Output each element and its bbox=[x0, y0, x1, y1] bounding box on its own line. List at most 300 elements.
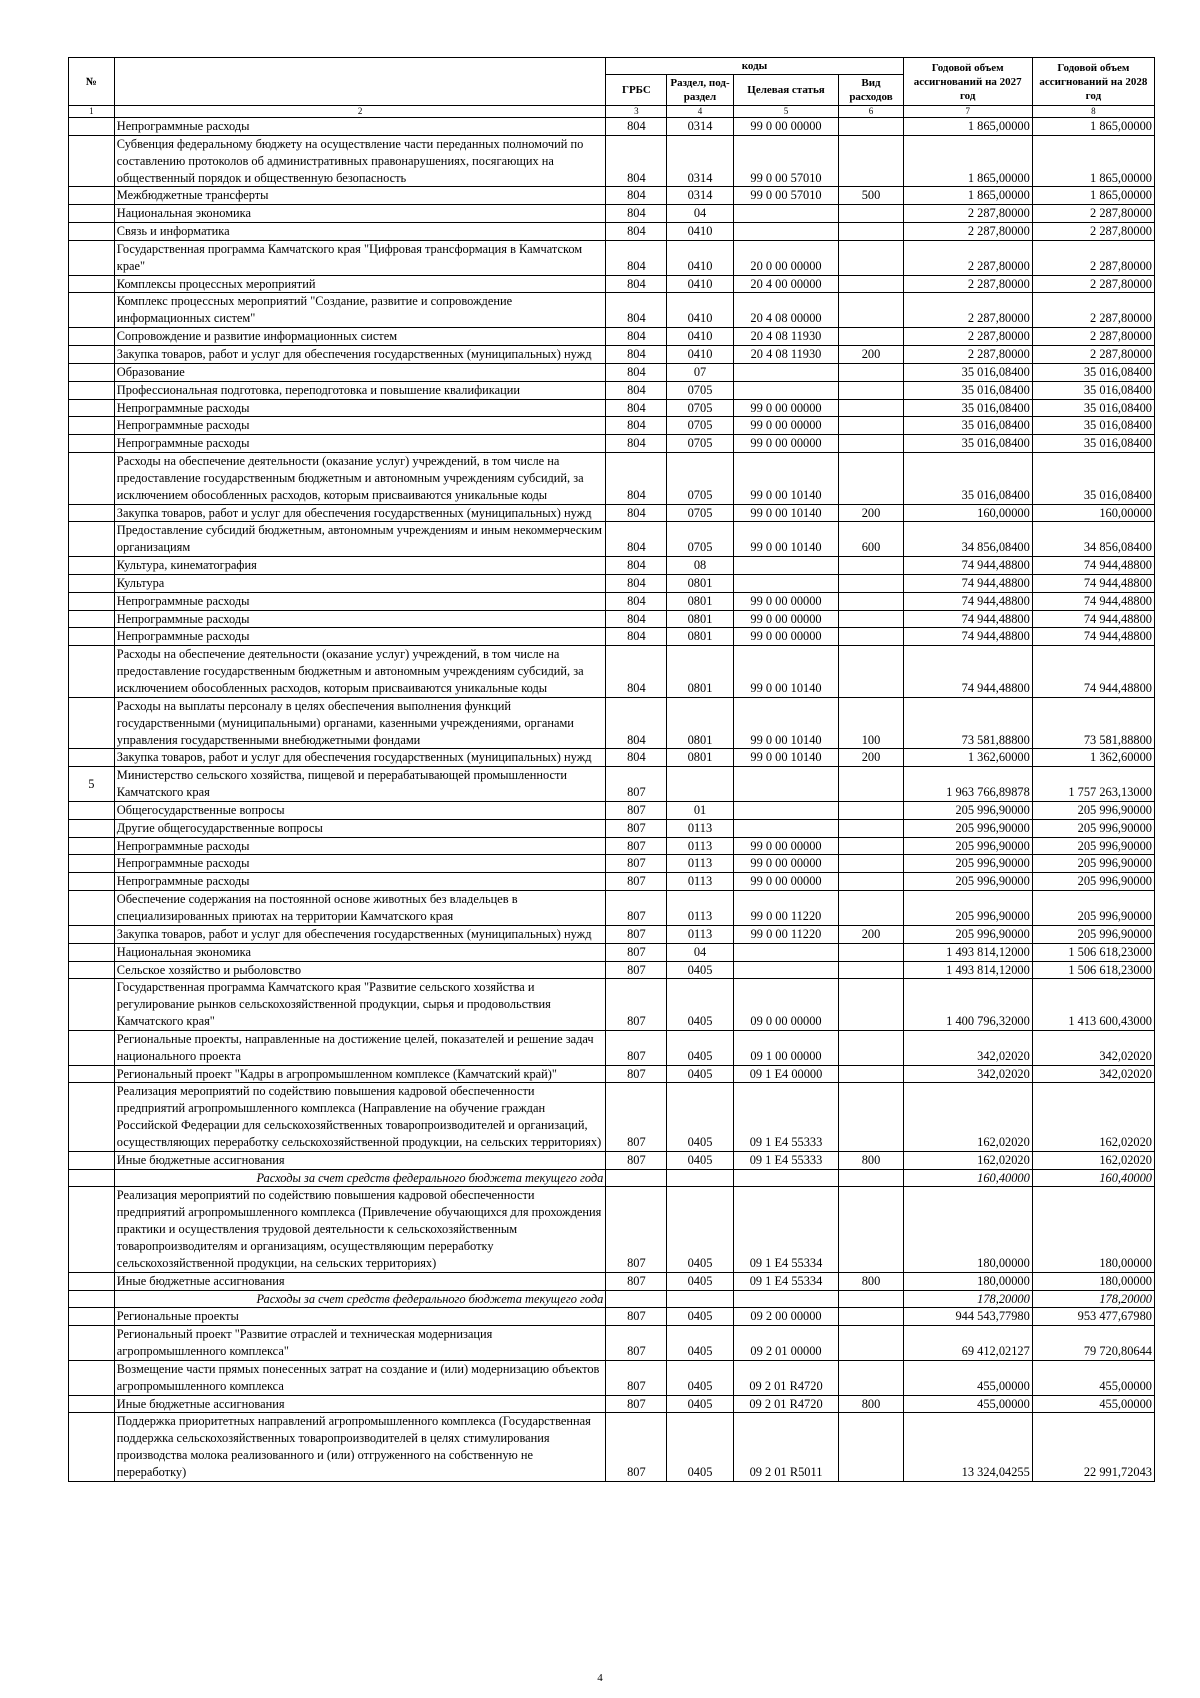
row-name: Региональный проект "Развитие отраслей и техническая модернизация агропромышленного комплекса" bbox=[114, 1326, 606, 1361]
amount-2027: 455,00000 bbox=[903, 1360, 1032, 1395]
cel-code: 99 0 00 00000 bbox=[733, 628, 839, 646]
amount-2028: 35 016,08400 bbox=[1032, 363, 1154, 381]
grbs-code: 804 bbox=[606, 504, 667, 522]
row-name: Поддержка приоритетных направлений агропромышленного комплекса (Государственная поддержка сельскохозяйственных товаропроизводителей в целях стимулирования производства молока реализованного и (или) отгруженного на собственную не переработку) bbox=[114, 1413, 606, 1481]
amount-2027: 2 287,80000 bbox=[903, 205, 1032, 223]
cel-code: 99 0 00 11220 bbox=[733, 925, 839, 943]
vid-code: 600 bbox=[839, 522, 903, 557]
row-number bbox=[69, 345, 115, 363]
razdel-code: 0113 bbox=[667, 855, 733, 873]
table-row bbox=[69, 293, 1155, 328]
table-row bbox=[69, 1395, 1155, 1413]
row-name: Сельское хозяйство и рыболовство bbox=[114, 961, 606, 979]
razdel-code: 0801 bbox=[667, 610, 733, 628]
row-number bbox=[69, 646, 115, 698]
grbs-code: 804 bbox=[606, 435, 667, 453]
table-row bbox=[69, 592, 1155, 610]
grbs-code: 807 bbox=[606, 1413, 667, 1481]
amount-2027: 160,40000 bbox=[903, 1169, 1032, 1187]
row-name: Обеспечение содержания на постоянной основе животных без владельцев в специализированных приютах на территории Камчатского края bbox=[114, 891, 606, 926]
cel-code: 99 0 00 00000 bbox=[733, 837, 839, 855]
row-number bbox=[69, 610, 115, 628]
razdel-code: 0705 bbox=[667, 417, 733, 435]
row-number bbox=[69, 697, 115, 749]
table-row bbox=[69, 1065, 1155, 1083]
amount-2028: 205 996,90000 bbox=[1032, 855, 1154, 873]
amount-2027: 205 996,90000 bbox=[903, 855, 1032, 873]
table-row bbox=[69, 1326, 1155, 1361]
table-row bbox=[69, 979, 1155, 1031]
amount-2028: 74 944,48800 bbox=[1032, 574, 1154, 592]
row-name: Комплекс процессных мероприятий "Создание, развитие и сопровождение информационных систем" bbox=[114, 293, 606, 328]
table-row bbox=[69, 118, 1155, 136]
vid-code bbox=[839, 223, 903, 241]
amount-2028: 1 757 263,13000 bbox=[1032, 767, 1154, 802]
row-number bbox=[69, 749, 115, 767]
table-row bbox=[69, 381, 1155, 399]
row-name: Культура bbox=[114, 574, 606, 592]
row-name: Непрограммные расходы bbox=[114, 610, 606, 628]
cel-code bbox=[733, 1290, 839, 1308]
razdel-code bbox=[667, 767, 733, 802]
grbs-code: 804 bbox=[606, 557, 667, 575]
razdel-code: 0405 bbox=[667, 1272, 733, 1290]
row-name: Национальная экономика bbox=[114, 943, 606, 961]
grbs-code: 804 bbox=[606, 363, 667, 381]
amount-2028: 1 865,00000 bbox=[1032, 187, 1154, 205]
amount-2028: 205 996,90000 bbox=[1032, 891, 1154, 926]
row-name: Связь и информатика bbox=[114, 223, 606, 241]
vid-code bbox=[839, 1360, 903, 1395]
row-number bbox=[69, 399, 115, 417]
razdel-code: 0405 bbox=[667, 1308, 733, 1326]
amount-2027: 13 324,04255 bbox=[903, 1413, 1032, 1481]
row-number bbox=[69, 240, 115, 275]
amount-2028: 1 413 600,43000 bbox=[1032, 979, 1154, 1031]
amount-2027: 162,02020 bbox=[903, 1083, 1032, 1151]
table-row bbox=[69, 610, 1155, 628]
cel-code: 99 0 00 10140 bbox=[733, 749, 839, 767]
vid-code bbox=[839, 1326, 903, 1361]
razdel-code: 0405 bbox=[667, 1395, 733, 1413]
razdel-code: 0705 bbox=[667, 381, 733, 399]
grbs-code: 804 bbox=[606, 628, 667, 646]
cel-code: 99 0 00 10140 bbox=[733, 646, 839, 698]
vid-code bbox=[839, 979, 903, 1031]
row-number bbox=[69, 417, 115, 435]
cel-code: 99 0 00 10140 bbox=[733, 697, 839, 749]
amount-2028: 342,02020 bbox=[1032, 1030, 1154, 1065]
row-name: Общегосударственные вопросы bbox=[114, 801, 606, 819]
cel-code: 09 2 01 00000 bbox=[733, 1326, 839, 1361]
vid-code: 200 bbox=[839, 749, 903, 767]
razdel-code: 0410 bbox=[667, 328, 733, 346]
amount-2028: 455,00000 bbox=[1032, 1360, 1154, 1395]
row-number bbox=[69, 1030, 115, 1065]
table-row bbox=[69, 557, 1155, 575]
vid-code: 800 bbox=[839, 1272, 903, 1290]
vid-code bbox=[839, 417, 903, 435]
section-row bbox=[69, 767, 1155, 802]
cel-code: 20 4 00 00000 bbox=[733, 275, 839, 293]
amount-2027: 1 362,60000 bbox=[903, 749, 1032, 767]
cel-code: 20 4 08 00000 bbox=[733, 293, 839, 328]
vid-code bbox=[839, 646, 903, 698]
row-name: Министерство сельского хозяйства, пищевой и перерабатывающей промышленности Камчатского края bbox=[114, 767, 606, 802]
cel-code: 09 1 E4 55333 bbox=[733, 1151, 839, 1169]
row-name: Реализация мероприятий по содействию повышения кадровой обеспеченности предприятий агропромышленного комплекса (Привлечение обучающихся для прохождения практики и осуществления трудовой деятельности к сельскохозяйственным товаропроизводителям и организациям, осуществляющим переработку сельскохозяйственной продукции, на сельских территориях) bbox=[114, 1187, 606, 1272]
grbs-code: 807 bbox=[606, 979, 667, 1031]
grbs-code: 807 bbox=[606, 855, 667, 873]
grbs-code: 804 bbox=[606, 749, 667, 767]
row-number bbox=[69, 819, 115, 837]
note-row bbox=[69, 1169, 1155, 1187]
razdel-code: 0113 bbox=[667, 873, 733, 891]
razdel-code: 0705 bbox=[667, 504, 733, 522]
amount-2027: 74 944,48800 bbox=[903, 628, 1032, 646]
amount-2027: 2 287,80000 bbox=[903, 328, 1032, 346]
grbs-code: 807 bbox=[606, 819, 667, 837]
row-number bbox=[69, 135, 115, 187]
vid-code bbox=[839, 363, 903, 381]
cel-code: 09 1 E4 55333 bbox=[733, 1083, 839, 1151]
row-number bbox=[69, 293, 115, 328]
cel-code: 99 0 00 00000 bbox=[733, 610, 839, 628]
grbs-code: 807 bbox=[606, 873, 667, 891]
table-row bbox=[69, 943, 1155, 961]
row-number bbox=[69, 837, 115, 855]
cel-code: 09 1 E4 55334 bbox=[733, 1272, 839, 1290]
cel-code bbox=[733, 819, 839, 837]
razdel-code: 0410 bbox=[667, 345, 733, 363]
codes-header: коды bbox=[606, 58, 903, 75]
razdel-code: 0405 bbox=[667, 979, 733, 1031]
grbs-code: 804 bbox=[606, 592, 667, 610]
table-row bbox=[69, 1151, 1155, 1169]
table-row bbox=[69, 1083, 1155, 1151]
grbs-code: 807 bbox=[606, 1065, 667, 1083]
vid-code bbox=[839, 767, 903, 802]
vid-code bbox=[839, 293, 903, 328]
amount-2028: 1 362,60000 bbox=[1032, 749, 1154, 767]
amount-2028: 205 996,90000 bbox=[1032, 873, 1154, 891]
row-number bbox=[69, 205, 115, 223]
vid-code bbox=[839, 855, 903, 873]
table-row bbox=[69, 223, 1155, 241]
razdel-code: 0405 bbox=[667, 1030, 733, 1065]
cel-code: 99 0 00 00000 bbox=[733, 873, 839, 891]
row-number bbox=[69, 223, 115, 241]
row-name: Непрограммные расходы bbox=[114, 118, 606, 136]
amount-2027: 35 016,08400 bbox=[903, 399, 1032, 417]
row-number bbox=[69, 381, 115, 399]
vid-code: 500 bbox=[839, 187, 903, 205]
table-row bbox=[69, 205, 1155, 223]
year-2027-header: Годовой объем ассигнований на 2027 год bbox=[903, 58, 1032, 106]
amount-2027: 35 016,08400 bbox=[903, 453, 1032, 505]
cel-code: 09 2 01 R4720 bbox=[733, 1395, 839, 1413]
row-number bbox=[69, 925, 115, 943]
grbs-code: 807 bbox=[606, 925, 667, 943]
table-row bbox=[69, 399, 1155, 417]
row-name: Предоставление субсидий бюджетным, автономным учреждениям и иным некоммерческим организациям bbox=[114, 522, 606, 557]
razdel-code: 0410 bbox=[667, 275, 733, 293]
amount-2028: 2 287,80000 bbox=[1032, 345, 1154, 363]
row-number bbox=[69, 891, 115, 926]
amount-2028: 205 996,90000 bbox=[1032, 925, 1154, 943]
column-index: 1 bbox=[69, 106, 115, 118]
razdel-code: 0705 bbox=[667, 522, 733, 557]
razdel-code: 0314 bbox=[667, 135, 733, 187]
amount-2028: 35 016,08400 bbox=[1032, 435, 1154, 453]
grbs-code: 807 bbox=[606, 801, 667, 819]
vid-code bbox=[839, 628, 903, 646]
amount-2027: 205 996,90000 bbox=[903, 891, 1032, 926]
amount-2027: 74 944,48800 bbox=[903, 592, 1032, 610]
grbs-code: 807 bbox=[606, 891, 667, 926]
cel-code: 99 0 00 10140 bbox=[733, 504, 839, 522]
vid-code bbox=[839, 557, 903, 575]
table-row bbox=[69, 891, 1155, 926]
cel-code bbox=[733, 943, 839, 961]
razdel-code: 0801 bbox=[667, 646, 733, 698]
amount-2028: 178,20000 bbox=[1032, 1290, 1154, 1308]
row-number bbox=[69, 1326, 115, 1361]
grbs-code: 804 bbox=[606, 453, 667, 505]
column-index: 3 bbox=[606, 106, 667, 118]
table-row bbox=[69, 873, 1155, 891]
cel-code: 99 0 00 00000 bbox=[733, 592, 839, 610]
amount-2028: 2 287,80000 bbox=[1032, 240, 1154, 275]
budget-table bbox=[68, 57, 1155, 1482]
razdel-code: 0113 bbox=[667, 837, 733, 855]
row-name: Субвенция федеральному бюджету на осуществление части переданных полномочий по составлению протоколов об административных правонарушениях, посягающих на общественный порядок и общественную безопасность bbox=[114, 135, 606, 187]
amount-2027: 1 963 766,89878 bbox=[903, 767, 1032, 802]
razdel-code: 0801 bbox=[667, 628, 733, 646]
cel-code: 09 2 01 R5011 bbox=[733, 1413, 839, 1481]
vid-code bbox=[839, 891, 903, 926]
cel-code: 99 0 00 57010 bbox=[733, 135, 839, 187]
column-index: 6 bbox=[839, 106, 903, 118]
vid-code bbox=[839, 1413, 903, 1481]
row-name: Образование bbox=[114, 363, 606, 381]
cel-code bbox=[733, 363, 839, 381]
amount-2028: 35 016,08400 bbox=[1032, 417, 1154, 435]
cel-code bbox=[733, 557, 839, 575]
grbs-code: 804 bbox=[606, 328, 667, 346]
cel-code bbox=[733, 1169, 839, 1187]
row-number bbox=[69, 557, 115, 575]
vid-code bbox=[839, 1169, 903, 1187]
vid-code bbox=[839, 1308, 903, 1326]
razdel-code: 0410 bbox=[667, 223, 733, 241]
amount-2028: 22 991,72043 bbox=[1032, 1413, 1154, 1481]
cel-code: 09 2 01 R4720 bbox=[733, 1360, 839, 1395]
amount-2027: 1 493 814,12000 bbox=[903, 943, 1032, 961]
razdel-code: 08 bbox=[667, 557, 733, 575]
row-number bbox=[69, 1169, 115, 1187]
row-name: Расходы на обеспечение деятельности (оказание услуг) учреждений, в том числе на предоставление государственным бюджетным и автономным учреждениям субсидий, за исключением обособленных расходов, которым присваиваются уникальные коды bbox=[114, 453, 606, 505]
amount-2027: 35 016,08400 bbox=[903, 363, 1032, 381]
table-row bbox=[69, 628, 1155, 646]
grbs-code: 804 bbox=[606, 240, 667, 275]
cel-code: 99 0 00 00000 bbox=[733, 118, 839, 136]
vid-code bbox=[839, 1030, 903, 1065]
cel-code bbox=[733, 381, 839, 399]
row-number bbox=[69, 943, 115, 961]
amount-2027: 160,00000 bbox=[903, 504, 1032, 522]
grbs-code: 804 bbox=[606, 205, 667, 223]
row-number bbox=[69, 1360, 115, 1395]
row-number bbox=[69, 1083, 115, 1151]
razdel-code: 0705 bbox=[667, 399, 733, 417]
row-name: Непрограммные расходы bbox=[114, 628, 606, 646]
razdel-code: 0405 bbox=[667, 1151, 733, 1169]
amount-2028: 73 581,88800 bbox=[1032, 697, 1154, 749]
amount-2027: 74 944,48800 bbox=[903, 610, 1032, 628]
grbs-code bbox=[606, 1169, 667, 1187]
column-index: 2 bbox=[114, 106, 606, 118]
row-number bbox=[69, 1065, 115, 1083]
amount-2028: 35 016,08400 bbox=[1032, 399, 1154, 417]
cel-code: 99 0 00 57010 bbox=[733, 187, 839, 205]
name-header bbox=[114, 58, 606, 106]
cel-code bbox=[733, 223, 839, 241]
amount-2028: 35 016,08400 bbox=[1032, 381, 1154, 399]
row-name: Непрограммные расходы bbox=[114, 435, 606, 453]
amount-2027: 205 996,90000 bbox=[903, 873, 1032, 891]
amount-2028: 342,02020 bbox=[1032, 1065, 1154, 1083]
row-name: Государственная программа Камчатского края "Развитие сельского хозяйства и регулирование рынков сельскохозяйственной продукции, сырья и продовольствия Камчатского края" bbox=[114, 979, 606, 1031]
row-number bbox=[69, 435, 115, 453]
table-row bbox=[69, 435, 1155, 453]
vid-code bbox=[839, 135, 903, 187]
column-index: 8 bbox=[1032, 106, 1154, 118]
amount-2028: 1 865,00000 bbox=[1032, 135, 1154, 187]
amount-2028: 74 944,48800 bbox=[1032, 646, 1154, 698]
row-name: Расходы на выплаты персоналу в целях обеспечения выполнения функций государственными (муниципальными) органами, казенными учреждениями, органами управления государственными внебюджетными фондами bbox=[114, 697, 606, 749]
amount-2028: 35 016,08400 bbox=[1032, 453, 1154, 505]
row-name: Непрограммные расходы bbox=[114, 399, 606, 417]
row-number bbox=[69, 1308, 115, 1326]
razdel-code: 0705 bbox=[667, 435, 733, 453]
table-row bbox=[69, 574, 1155, 592]
cel-header: Целевая статья bbox=[733, 75, 839, 106]
razdel-code: 07 bbox=[667, 363, 733, 381]
row-number bbox=[69, 275, 115, 293]
vid-header: Вид расходов bbox=[839, 75, 903, 106]
amount-2028: 205 996,90000 bbox=[1032, 819, 1154, 837]
amount-2027: 74 944,48800 bbox=[903, 557, 1032, 575]
row-name: Расходы за счет средств федерального бюджета текущего года bbox=[114, 1169, 606, 1187]
row-number bbox=[69, 873, 115, 891]
amount-2027: 342,02020 bbox=[903, 1065, 1032, 1083]
razdel-code: 0405 bbox=[667, 1187, 733, 1272]
amount-2028: 74 944,48800 bbox=[1032, 557, 1154, 575]
row-name: Культура, кинематография bbox=[114, 557, 606, 575]
grbs-code: 807 bbox=[606, 767, 667, 802]
amount-2027: 162,02020 bbox=[903, 1151, 1032, 1169]
row-number bbox=[69, 187, 115, 205]
vid-code bbox=[839, 1290, 903, 1308]
amount-2028: 74 944,48800 bbox=[1032, 592, 1154, 610]
vid-code: 100 bbox=[839, 697, 903, 749]
grbs-code: 804 bbox=[606, 522, 667, 557]
vid-code bbox=[839, 801, 903, 819]
vid-code bbox=[839, 275, 903, 293]
amount-2027: 205 996,90000 bbox=[903, 819, 1032, 837]
cel-code: 09 1 00 00000 bbox=[733, 1030, 839, 1065]
razdel-code: 0314 bbox=[667, 187, 733, 205]
row-name: Межбюджетные трансферты bbox=[114, 187, 606, 205]
row-name: Закупка товаров, работ и услуг для обеспечения государственных (муниципальных) нужд bbox=[114, 925, 606, 943]
amount-2028: 455,00000 bbox=[1032, 1395, 1154, 1413]
table-row bbox=[69, 1413, 1155, 1481]
amount-2028: 1 506 618,23000 bbox=[1032, 943, 1154, 961]
table-row bbox=[69, 417, 1155, 435]
amount-2027: 35 016,08400 bbox=[903, 435, 1032, 453]
note-row bbox=[69, 1290, 1155, 1308]
amount-2028: 2 287,80000 bbox=[1032, 293, 1154, 328]
vid-code bbox=[839, 873, 903, 891]
amount-2028: 74 944,48800 bbox=[1032, 628, 1154, 646]
razdel-code bbox=[667, 1169, 733, 1187]
amount-2028: 162,02020 bbox=[1032, 1083, 1154, 1151]
amount-2028: 180,00000 bbox=[1032, 1187, 1154, 1272]
razdel-code: 0113 bbox=[667, 891, 733, 926]
vid-code bbox=[839, 381, 903, 399]
row-name: Расходы за счет средств федерального бюджета текущего года bbox=[114, 1290, 606, 1308]
amount-2027: 2 287,80000 bbox=[903, 345, 1032, 363]
table-row bbox=[69, 453, 1155, 505]
cel-code: 99 0 00 00000 bbox=[733, 435, 839, 453]
table-row bbox=[69, 345, 1155, 363]
amount-2027: 180,00000 bbox=[903, 1187, 1032, 1272]
row-name: Государственная программа Камчатского края "Цифровая трансформация в Камчатском крае" bbox=[114, 240, 606, 275]
amount-2028: 79 720,80644 bbox=[1032, 1326, 1154, 1361]
cel-code bbox=[733, 574, 839, 592]
razdel-code: 0314 bbox=[667, 118, 733, 136]
vid-code bbox=[839, 240, 903, 275]
amount-2027: 73 581,88800 bbox=[903, 697, 1032, 749]
row-number: 5 bbox=[69, 767, 115, 802]
column-index: 4 bbox=[667, 106, 733, 118]
amount-2027: 1 493 814,12000 bbox=[903, 961, 1032, 979]
table-row bbox=[69, 697, 1155, 749]
table-row bbox=[69, 1308, 1155, 1326]
cel-code: 99 0 00 10140 bbox=[733, 522, 839, 557]
table-row bbox=[69, 1272, 1155, 1290]
grbs-code: 807 bbox=[606, 1187, 667, 1272]
amount-2027: 455,00000 bbox=[903, 1395, 1032, 1413]
grbs-code: 804 bbox=[606, 697, 667, 749]
razdel-code: 0801 bbox=[667, 697, 733, 749]
amount-2027: 2 287,80000 bbox=[903, 293, 1032, 328]
vid-code bbox=[839, 328, 903, 346]
razdel-code: 0801 bbox=[667, 749, 733, 767]
cel-code bbox=[733, 961, 839, 979]
table-row bbox=[69, 801, 1155, 819]
row-number bbox=[69, 979, 115, 1031]
cel-code: 99 0 00 00000 bbox=[733, 855, 839, 873]
table-row bbox=[69, 187, 1155, 205]
row-number bbox=[69, 1151, 115, 1169]
row-name: Закупка товаров, работ и услуг для обеспечения государственных (муниципальных) нужд bbox=[114, 504, 606, 522]
amount-2028: 180,00000 bbox=[1032, 1272, 1154, 1290]
cel-code: 09 1 E4 00000 bbox=[733, 1065, 839, 1083]
row-name: Возмещение части прямых понесенных затрат на создание и (или) модернизацию объектов агропромышленного комплекса bbox=[114, 1360, 606, 1395]
row-number bbox=[69, 1272, 115, 1290]
